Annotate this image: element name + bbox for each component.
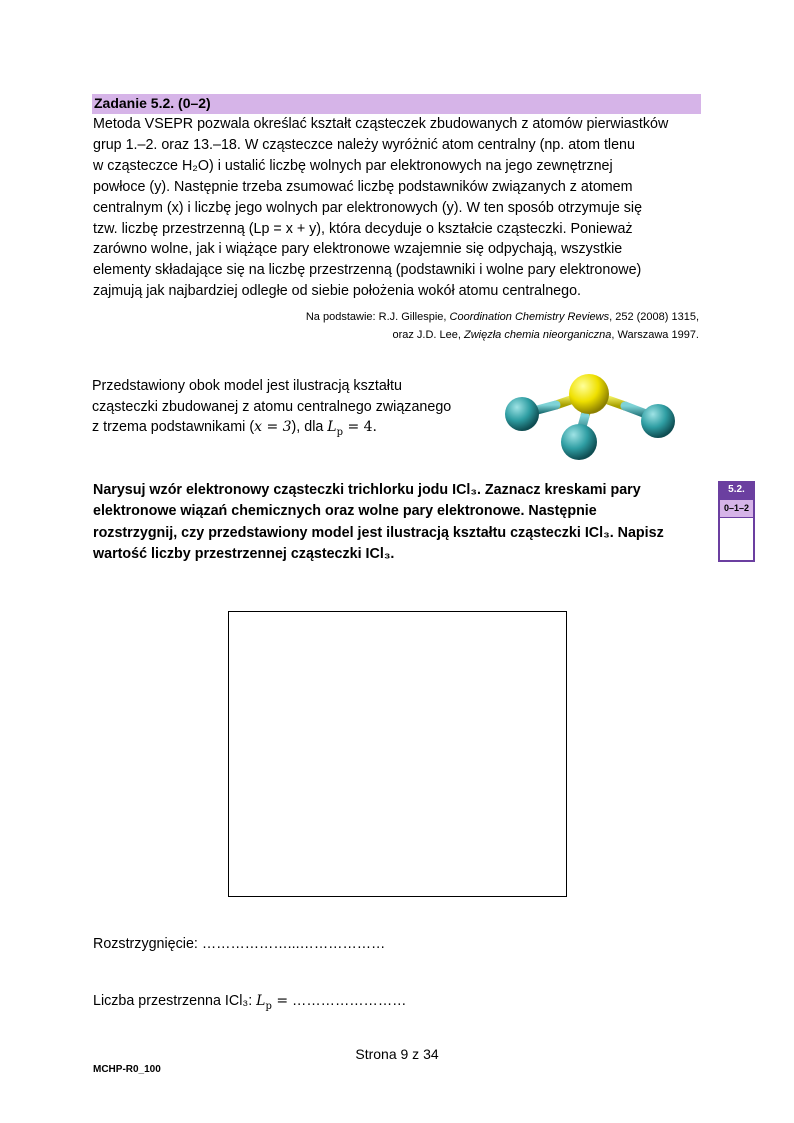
decision-answer-line[interactable]: Rozstrzygnięcie: ………………...……………… [93, 936, 386, 952]
substituent-atom [561, 424, 597, 460]
score-field[interactable] [718, 517, 755, 562]
score-box [718, 481, 755, 562]
intro-line: elementy składające się na liczbę przestrzenną (podstawniki i wolne pary elektronowe) [93, 262, 642, 279]
substituent-atom [641, 404, 675, 438]
drawing-answer-box[interactable] [228, 611, 567, 897]
instruction-line: elektronowe wiązań chemicznych oraz wolne pary elektronowe. Następnie [93, 503, 597, 520]
central-atom [569, 374, 609, 414]
document-code: MCHP-R0_100 [93, 1064, 161, 1075]
task-title: Zadanie 5.2. (0–2) [94, 95, 211, 111]
intro-line: zajmują jak najbardziej odległe od siebie położenia wokół atomu centralnego. [93, 283, 581, 300]
page-number: Strona 9 z 34 [355, 1046, 439, 1062]
intro-line: Metoda VSEPR pozwala określać kształt cząsteczek zbudowanych z atomów pierwiastków [93, 116, 669, 132]
intro-line: grup 1.–2. oraz 13.–18. W cząsteczce należy wyróżnić atom centralny (np. atom tlenu [93, 136, 635, 153]
intro-text [93, 114, 703, 302]
task-instruction [93, 480, 693, 565]
lp-answer-line[interactable]: Liczba przestrzenna ICl₃: $L_p$ = …………………… [93, 993, 407, 1012]
score-task-number: 5.2. [718, 481, 755, 499]
intro-line: tzw. liczbę przestrzenną (Lp = x + y), która decyduje o kształcie cząsteczki. Ponieważ [93, 220, 633, 237]
molecule-model-image [490, 368, 700, 468]
source-citation: Na podstawie: R.J. Gillespie, Coordination Chemistry Reviews, 252 (2008) 1315, oraz J.D. Lee, Zwięzła chemia nieorganiczna, Warszawa 1997. [305, 311, 699, 341]
intro-line: powłoce (y). Następnie trzeba zsumować liczbę podstawników związanych z atomem [93, 178, 633, 195]
intro-line: zarówno wolne, jak i wiążące pary elektronowe wzajemnie się odpychają, wszystkie [93, 241, 623, 258]
instruction-line: wartość liczby przestrzennej cząsteczki ICl₃. [93, 545, 395, 562]
intro-line: centralnym (x) i liczbę jego wolnych par elektronowych (y). W ten sposób otrzymuje się [93, 199, 643, 216]
instruction-line: rozstrzygnij, czy przedstawiony model jest ilustracją kształtu cząsteczki ICl₃. Napisz [93, 524, 664, 541]
score-range: 0–1–2 [718, 499, 755, 517]
intro-line: w cząsteczce H₂O) i ustalić liczbę wolnych par elektronowych na jego zewnętrznej [93, 157, 613, 174]
task-header [92, 94, 701, 114]
instruction-line: Narysuj wzór elektronowy cząsteczki trichlorku jodu ICl₃. Zaznacz kreskami pary [93, 482, 641, 498]
substituent-atom [505, 397, 539, 431]
model-description: Przedstawiony obok model jest ilustracją kształtu cząsteczki zbudowanej z atomu centralnego związanego z trzema podstawnikami (x = 3), dla $L_p = 4$. [92, 378, 452, 438]
